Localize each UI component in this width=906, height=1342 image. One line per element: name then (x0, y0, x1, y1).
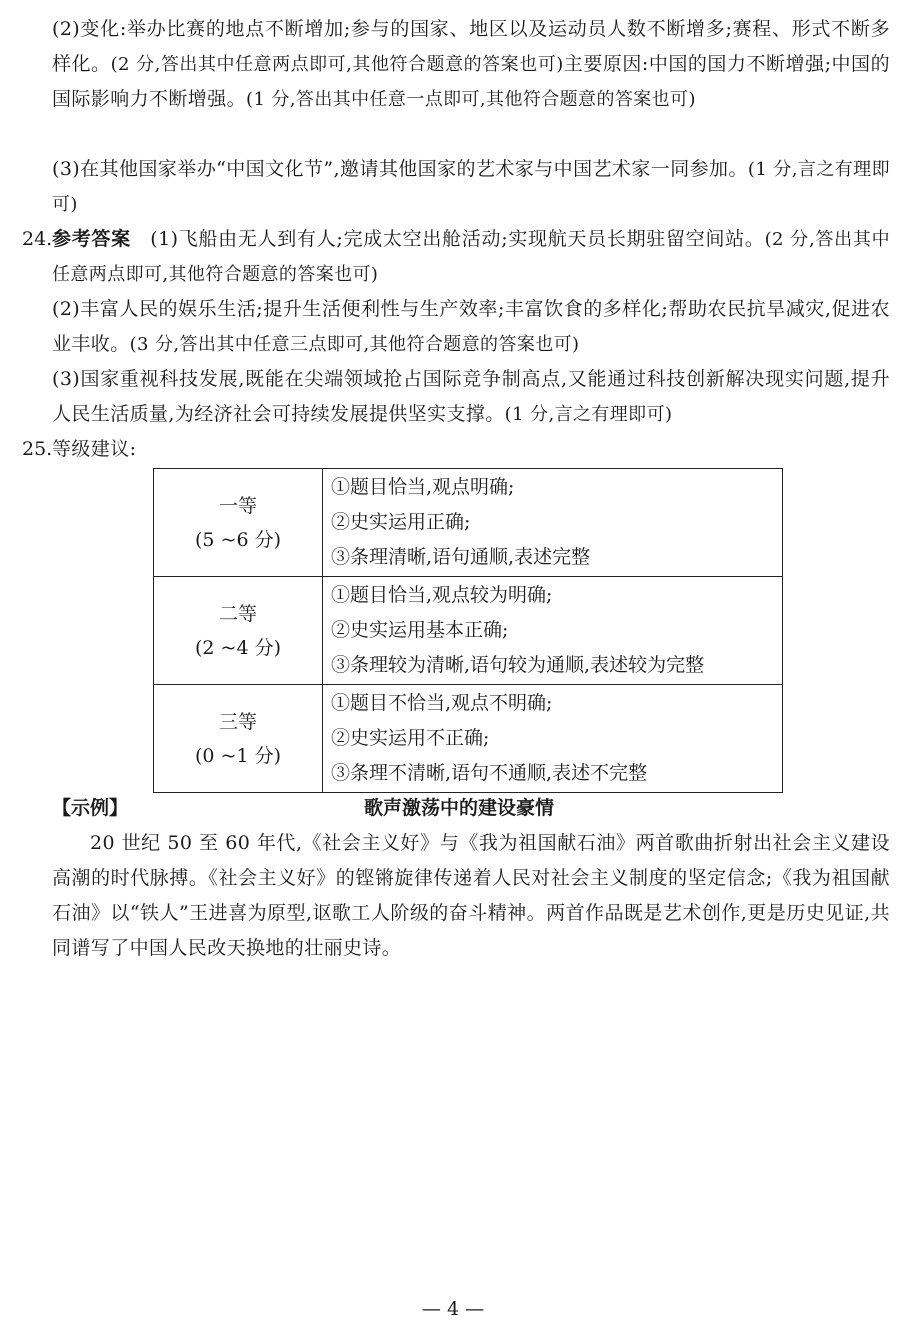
q23-part3 (52, 152, 890, 222)
q24-part1 (52, 222, 890, 292)
grade-level-name: 二等 (218, 602, 257, 625)
grade-criterion: ③条理清晰,语句通顺,表述完整 (331, 546, 591, 568)
grade-level-cell (154, 577, 323, 685)
q25-heading: 等级建议: (52, 438, 137, 460)
grade-criterion: ②史实运用基本正确; (331, 619, 509, 641)
grade-level-score: (5 ~6 分) (194, 528, 281, 551)
q24-part1-note: (2 分,答出其中任意两点即可,其他符合题意的答案也可) (52, 229, 890, 285)
q23-part2-note2: (1 分,答出其中任意一点即可,其他符合题意的答案也可) (246, 89, 696, 110)
example-header (52, 791, 890, 826)
grade-level-cell (154, 469, 323, 577)
q24-part2-note: (3 分,答出其中任意三点即可,其他符合题意的答案也可) (129, 334, 580, 355)
q24-number: 24. (22, 228, 53, 250)
q25-number: 25. (22, 438, 53, 460)
q24-part3-note: (1 分,言之有理即可) (504, 404, 673, 425)
grade-criteria-cell (323, 685, 783, 793)
q23-part3-note: (1 分,言之有理即可) (52, 159, 891, 215)
q24-part2-answer: (2)丰富人民的娱乐生活;提升生活便利性与生产效率;丰富饮食的多样化;帮助农民抗旱减灾,促进农业丰收。 (52, 298, 890, 355)
q23-part3-answer: (3)在其他国家举办“中国文化节”,邀请其他国家的艺术家与中国艺术家一同参加。 (52, 158, 748, 180)
q23-part2-answer: (2)变化:举办比赛的地点不断增加;参与的国家、地区以及运动员人数不断增多;赛程、形式不断多样化。 (52, 18, 890, 75)
q23-part2-reason: 主要原因:中国的国力不断增强;中国的国际影响力不断增强。 (52, 53, 890, 110)
grade-row-2 (154, 577, 783, 685)
q24-part2 (52, 292, 890, 362)
grade-level-name: 三等 (218, 710, 257, 733)
q23-part2-note1: (2 分,答出其中任意两点即可,其他符合题意的答案也可) (110, 54, 564, 75)
grade-criterion: ③条理较为清晰,语句较为通顺,表述较为完整 (331, 654, 705, 676)
example-label: 【示例】 (52, 797, 129, 819)
grade-level-cell (154, 685, 323, 793)
grade-criteria-cell (323, 577, 783, 685)
grade-criterion: ①题目恰当,观点较为明确; (331, 584, 553, 606)
q23-part2 (52, 12, 890, 117)
grade-criterion: ①题目恰当,观点明确; (331, 476, 515, 498)
grade-row-3 (154, 685, 783, 793)
grade-criterion: ①题目不恰当,观点不明确; (331, 692, 553, 714)
grading-table (153, 468, 783, 793)
grade-level-name: 一等 (218, 494, 257, 517)
example-body: 20 世纪 50 至 60 年代,《社会主义好》与《我为祖国献石油》两首歌曲折射出社会主义建设高潮的时代脉搏。《社会主义好》的铿锵旋律传递着人民对社会主义制度的坚定信念;《我为祖国献石油》以“铁人”王进喜为原型,讴歌工人阶级的奋斗精神。两首作品既是艺术创作,更是历史见证,共同谱写了中国人民改天换地的壮丽史诗。 (52, 832, 890, 959)
grade-criterion: ③条理不清晰,语句不通顺,表述不完整 (331, 762, 648, 784)
grade-criterion: ②史实运用正确; (331, 511, 471, 533)
grade-level-score: (0 ~1 分) (194, 744, 281, 767)
grade-criterion: ②史实运用不正确; (331, 727, 490, 749)
q24-part3 (52, 362, 890, 432)
grade-level-score: (2 ~4 分) (194, 636, 281, 659)
q24-part1-answer: (1)飞船由无人到有人;完成太空出舱活动;实现航天员长期驻留空间站。 (150, 228, 765, 250)
q24-heading: 参考答案 (52, 228, 131, 250)
page-number: — 4 — (421, 1298, 485, 1320)
example-title: 歌声激荡中的建设豪情 (364, 797, 555, 819)
q24-part3-answer: (3)国家重视科技发展,既能在尖端领域抢占国际竞争制高点,又能通过科技创新解决现实问题,提升人民生活质量,为经济社会可持续发展提供坚实支撑。 (52, 368, 890, 425)
grade-row-1 (154, 469, 783, 577)
grade-criteria-cell (323, 469, 783, 577)
